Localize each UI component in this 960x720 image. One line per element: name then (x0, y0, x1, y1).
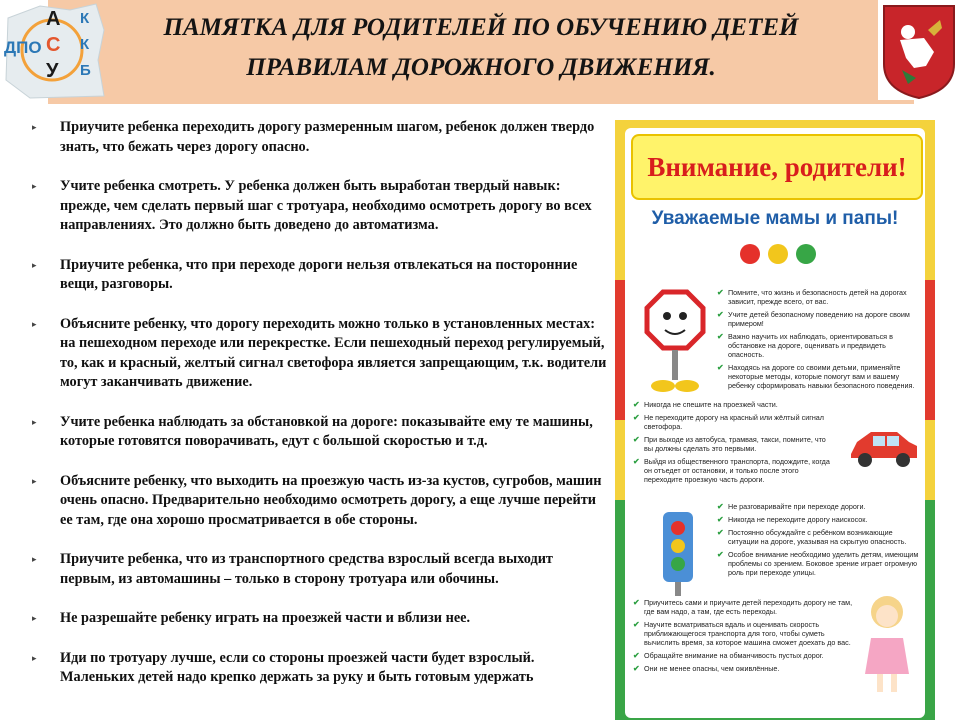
bullet-icon: ▸ (32, 652, 37, 663)
list-item: ✔ Выйдя из общественного транспорта, подождите, когда он отъедет от остановки, и только после этого переходите проезжую часть дороги. (633, 457, 833, 484)
logo-letter: Б (80, 62, 91, 79)
bullet-icon: ▸ (32, 181, 37, 191)
poster-subtitle: Уважаемые мамы и папы! (651, 208, 899, 229)
poster-panel (625, 128, 925, 718)
list-item: ✔ Научите всматриваться вдаль и оценивать скорость приближающегося транспорта для того, чтобы суметь вычислить время, за которое машина сможет доехать до вас. (633, 620, 853, 647)
green-light-icon (796, 244, 816, 264)
poster-list-top (717, 288, 919, 394)
list-item: ✔ Не разговаривайте при переходе дороги. (717, 502, 919, 511)
yellow-light-icon (768, 244, 788, 264)
page-title (48, 8, 914, 88)
list-item: ✔ Никогда не переходите дорогу наискосок. (717, 515, 919, 524)
traffic-light-character-icon (653, 500, 703, 600)
logo-letter: С (46, 34, 61, 56)
bullet-icon: ▸ (32, 416, 37, 427)
red-light-icon (740, 244, 760, 264)
list-item: ✔ Обращайте внимание на обманчивость пустых дорог. (633, 651, 853, 660)
logo-left-text: ДПО (4, 38, 42, 57)
list-item: ▸ Приучите ребенка, что из транспортного средства взрослый всегда выходит первым, из автомашины – только в сторону тротуара или обочины. (32, 551, 553, 587)
bullet-icon: ▸ (32, 318, 37, 329)
list-item: ✔ Не переходите дорогу на красный или жёлтый сигнал светофора. (633, 413, 833, 431)
poster-list-mid (633, 400, 833, 488)
list-item: ▸ Учите ребенка смотреть. У ребенка должен быть выработан твердый навык: прежде, чем сделать первый шаг с тротуара, необходимо осмотреть дорогу во всех направлениях. Это должно быть доведено до автоматизма. (32, 178, 592, 233)
bullet-icon: ▸ (32, 259, 37, 270)
bullet-icon: ▸ (32, 554, 37, 564)
safety-poster (615, 120, 935, 720)
list-item: ✔ Приучитесь сами и приучите детей переходить дорогу не там, где вам надо, а там, где есть переходы. (633, 598, 853, 616)
list-item: ✔ Особое внимание необходимо уделить детям, имеющим проблемы со зрением. Боковое зрение играет огромную роль при переходе улицы. (717, 550, 919, 577)
moscow-coat-of-arms (878, 0, 960, 100)
poster-list-bottom (633, 598, 853, 677)
bullet-icon: ▸ (32, 122, 37, 132)
list-item: ✔ Помните, что жизнь и безопасность детей на дорогах зависит, прежде всего, от вас. (717, 288, 919, 306)
red-car-icon (847, 424, 921, 470)
list-item: ✔ Учите детей безопасному поведению на дороге своим примером! (717, 310, 919, 328)
list-item: ✔ Важно научить их наблюдать, ориентироваться в обстановке на дороге, оценивать и предвидеть опасность. (717, 332, 919, 359)
list-item: ▸ Объясните ребенку, что выходить на проезжую часть из-за кустов, сугробов, машин очень опасно. Предварительно необходимо осмотреть дорогу, а еще лучше перейти ее там, где она хорошо просматривается в обе стороны. (32, 472, 602, 528)
logo-letter: К (80, 10, 90, 27)
bullet-icon: ▸ (32, 475, 37, 486)
poster-headline: Внимание, родители! (631, 134, 923, 200)
poster-list-lower (717, 502, 919, 581)
title-line-2: ПРАВИЛАМ ДОРОЖНОГО ДВИЖЕНИЯ. (246, 54, 716, 81)
list-item: ✔ Находясь на дороге со своими детьми, применяйте некоторые методы, которые помогут вам и вашему ребенку сформировать навыки безопасного поведения. (717, 363, 919, 390)
parent-tips-list (20, 118, 608, 708)
list-item: ▸ Учите ребенка наблюдать за обстановкой на дороге: показывайте ему те машины, которые готовятся поворачивать, едут с большой скоростью и т.д. (32, 413, 593, 449)
list-item: ▸ Не разрешайте ребенку играть на проезжей части и вблизи нее. (20, 609, 608, 629)
list-item: ▸ Приучите ребенка, что при переходе дороги нельзя отвлекаться на посторонние вещи, разговоры. (32, 256, 578, 292)
list-item: ✔ Постоянно обсуждайте с ребёнком возникающие ситуации на дороге, указывая на скрытую опасность. (717, 528, 919, 546)
coat-of-arms-icon (878, 0, 960, 100)
girl-character-icon (857, 588, 917, 698)
list-item: ▸ Иди по тротуару лучше, если со стороны проезжей части будет взрослый. Маленьких детей надо крепко держать за руку и быть готовым удержать (32, 649, 535, 685)
list-item: ▸ Приучите ребенка переходить дорогу размеренным шагом, ребенок должен твердо знать, что бежать через дорогу опасно. (32, 119, 595, 155)
title-line-1: ПАМЯТКА ДЛЯ РОДИТЕЛЕЙ ПО ОБУЧЕНИЮ ДЕТЕЙ (163, 14, 799, 41)
logo-letter: К (80, 36, 90, 53)
logo-letter: А (46, 8, 61, 30)
bullet-icon: ▸ (32, 613, 37, 623)
list-item: ✔ При выходе из автобуса, трамвая, такси, помните, что вы должны сделать это первыми. (633, 435, 833, 453)
logo-letter: У (46, 60, 59, 82)
stop-sign-character-icon (643, 288, 707, 398)
list-item: ▸ Объясните ребенку, что дорогу переходить можно только в установленных местах: на пешеходном переходе или перекрестке. Если пешеходный переход регулируемый, то, как и красный, желтый сигнал светофора является запрещающим, т.к. водители могут заканчивать движение. (32, 315, 607, 390)
list-item: ✔ Они не менее опасны, чем оживлённые. (633, 664, 853, 673)
list-item: ✔ Никогда не спешите на проезжей части. (633, 400, 833, 409)
